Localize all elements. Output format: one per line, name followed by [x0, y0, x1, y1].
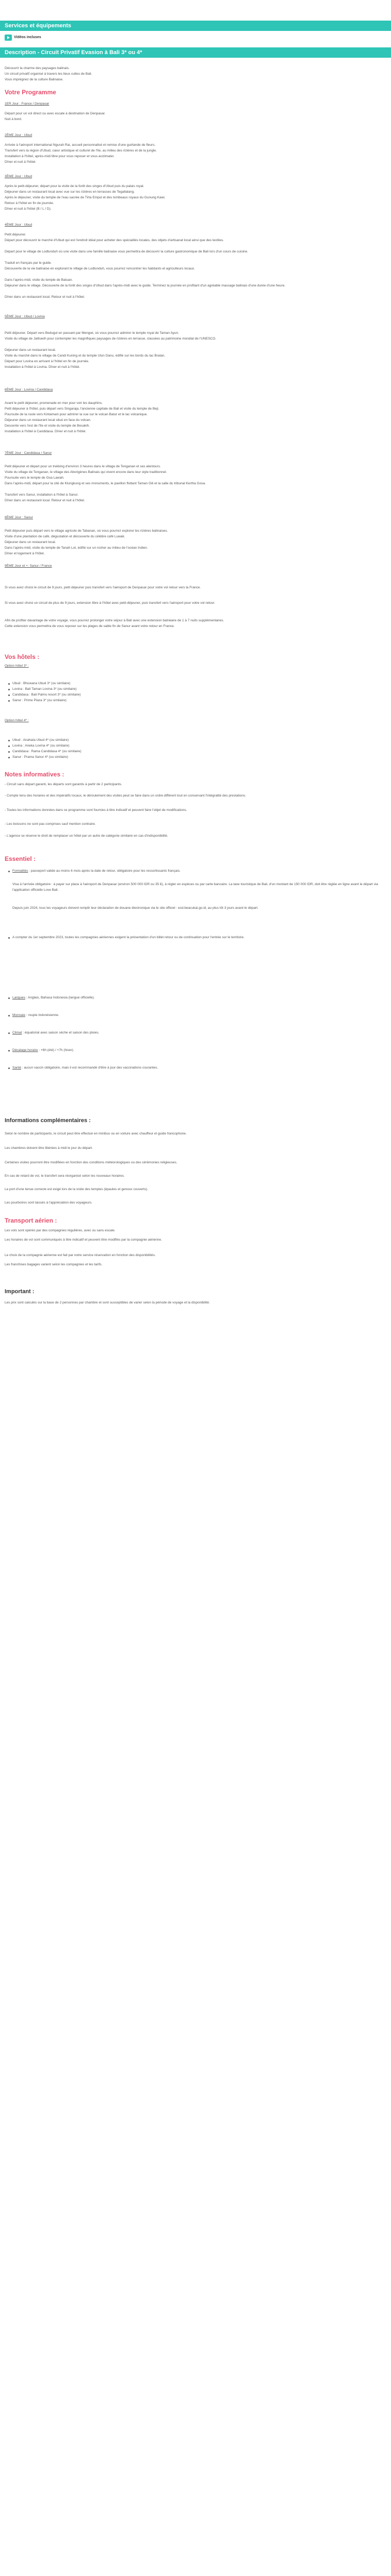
essential-text: : aucun vaccin obligatoire, mais il est recommandé d'être à jour des vaccinations courantes. — [22, 1066, 158, 1070]
bullet-dot — [8, 1050, 10, 1052]
day-line: Découverte de la vie balinaise en explorant le village de Lodtunduh, vous pourrez rencontrer les habitants et agriculteurs locaux. — [5, 267, 195, 270]
day-line: Installation à l'hôtel à Lovina. Dîner et nuit à l'hôtel. — [5, 365, 80, 369]
day-line: Départ pour le village de Lodtunduh où une visite dans une famille balinaise vous permettra de découvrir la culture gastronomique de Bali lors d'un cours de cuisine. — [5, 250, 249, 253]
closing-line: Si vous avez choisi le circuit de 9 jours, petit déjeuner puis transfert vers l'aéroport de Denpasar pour votre vol retour vers la France. — [5, 586, 201, 589]
day-line: Déjeuner dans un restaurant local situé en face du volcan. — [5, 418, 91, 422]
hotel-option-label: Option hôtel 3* : — [5, 664, 29, 668]
essential-item — [12, 935, 384, 941]
day-line: Visite du marché dans le village de Candi Kuning et du temple Ulun Danu, édifié sur les bords du lac Bratan. — [5, 354, 166, 358]
info-para: Le port d'une tenue correcte est exigé lors de la visite des temples (épaules et genoux couverts). — [5, 1188, 149, 1191]
info-para: Certaines visites pourront être modifiées en fonction des conditions météorologiques ou des cérémonies religieuses. — [5, 1161, 177, 1164]
day-line: Avant le petit déjeuner, promenade en mer pour voir les dauphins. — [5, 401, 103, 405]
essential-text: : roupie indonésienne. — [26, 1013, 59, 1017]
essential-item — [12, 995, 384, 1001]
services-title: Services et équipements — [5, 23, 72, 29]
essential-label: Climat — [12, 1031, 22, 1035]
day-line: Visite du village de Tenganan, le village des Aborigènes Balinais qui vivent encore dans leur style traditionnel. — [5, 470, 167, 474]
programme-title: Votre Programme — [5, 89, 56, 96]
hotel-item: Candidasa : Rama Candidasa 4* (ou similaire) — [12, 750, 82, 753]
info-para: Les pourboires sont laissés à l'appréciation des voyageurs. — [5, 1201, 92, 1205]
bullet-dot — [8, 740, 10, 741]
closing-line: Cette extension vous permettra de vous reposer sur les plages de sable fin de Sanur avant votre retour en France. — [5, 624, 175, 628]
bullet-dot — [8, 937, 10, 939]
note-para: - Circuit sans départ garanti, les départs sont garantis à partir de 2 participants. — [5, 783, 122, 786]
info-para: Selon le nombre de participants, le circuit peut être effectué en minibus ou en voiture avec chauffeur et guide francophone. — [5, 1132, 187, 1136]
hotel-item: Candidasa : Bali Palms resort 3* (ou similaire) — [12, 693, 81, 697]
day-title: 7ÈME Jour : Candidasa / Sanur — [5, 451, 52, 455]
videos-label: Vidéos incluses — [14, 36, 41, 39]
description-header-bar — [0, 47, 391, 58]
essential-text: Depuis juin 2024, tous les voyageurs doivent remplir leur déclaration de douane électronique via le site officiel : ecd.beacukai.go.id, au plus tôt 3 jours avant le départ. — [12, 906, 258, 910]
intro-line: Découvrir la charme des paysages balinais. — [5, 66, 70, 70]
essential-item — [12, 1030, 384, 1036]
day-line: Petit déjeuner et départ pour un trekking d'environ 3 heures dans le village de Tenganan et ses alentours. — [5, 465, 161, 468]
day-line: Départ pour Lovina en arrivant à l'hôtel en fin de journée. — [5, 360, 89, 363]
day-line: Dans l'après-midi, départ pour la cité de Klungkung et ses monuments, le pavillon flottant Taman Gili et la salle du tribunal Kertha Gosa. — [5, 482, 206, 485]
bullet-dot — [8, 700, 10, 702]
important-title: Important : — [5, 1289, 35, 1295]
essential-label: Langues — [12, 996, 25, 999]
air-transport-title: Transport aérien : — [5, 1217, 57, 1224]
transport-para: Le choix de la compagnie aérienne est fait par notre service réservation en fonction des disponibilités. — [5, 1253, 156, 1257]
description-title: Description - Circuit Privatif Evasion à Bali 3* ou 4* — [5, 49, 142, 56]
bullet-dot — [8, 689, 10, 690]
day-line: Dîner dans un restaurant local. Retour et nuit à l'hôtel. — [5, 295, 85, 299]
notes-title: Notes informatives : — [5, 771, 64, 778]
day-line: Départ pour un vol direct ou avec escale à destination de Denpasar. — [5, 112, 106, 115]
essential-item — [12, 882, 384, 893]
hotel-item: Lovina : Aneka Lovina 4* (ou similaire) — [12, 744, 70, 748]
day-line: Après le petit-déjeuner, départ pour la visite de la forêt des singes d'Ubud puis du palais royal. — [5, 184, 144, 188]
info-para: En cas de retard de vol, le transfert sera réorganisé selon les nouveaux horaires. — [5, 1174, 125, 1178]
services-header-bar — [0, 21, 391, 31]
day-line: Visite d'une plantation de café, dégustation et découverte du célèbre café Luwak. — [5, 535, 125, 538]
note-para: - Les boissons ne sont pas comprises sauf mention contraire. — [5, 822, 96, 826]
transport-para: Les horaires de vol sont communiqués à titre indicatif et peuvent être modifiés par la compagnie aérienne. — [5, 1238, 162, 1242]
day-line: Poursuite vers le temple de Goa Lawah. — [5, 476, 64, 480]
note-para: - Compte tenu des horaires et des impératifs locaux, le déroulement des visites peut se faire dans un ordre différent tout en conservant l'intégralité des prestations. — [5, 794, 246, 798]
note-para: - Toutes les informations données dans ce programme sont fournies à titre indicatif et peuvent faire l'objet de modifications. — [5, 808, 187, 812]
hotel-item: Ubud : Bhuwana Ubud 3* (ou similaire) — [12, 682, 71, 685]
essential-text: Visa à l'arrivée obligatoire : à payer sur place à l'aéroport de Denpasar (environ 500 000 IDR ou 35 €), à régler en espèces ou par carte bancaire. La taxe touristique de Bali, d'un montant de 150 000 IDR, doit être réglée en ligne avant le départ via l'application officielle Love Bali. — [12, 883, 378, 892]
bullet-dot — [8, 871, 10, 872]
day-line: Dans l'après-midi, visite du temple de Tanah Lot, édifié sur un rocher au milieu de l'océan Indien. — [5, 546, 148, 550]
day-line: Petit déjeuner. — [5, 233, 26, 236]
essential-item — [12, 869, 384, 874]
bullet-dot — [8, 1032, 10, 1034]
essential-text: : Anglais, Bahasa Indonesia (langue officielle). — [26, 996, 95, 999]
bullet-dot — [8, 1067, 10, 1069]
closing-line: Afin de profiter davantage de votre voyage, vous pourrez prolonger votre séjour à Bali avec une extension balnéaire de 1 à 7 nuits supplémentaires. — [5, 619, 224, 622]
day-line: Dîner et nuit à l'hôtel (B / L / D). — [5, 207, 52, 211]
day-line: Petit déjeuner puis départ vers le village agricole de Tabanan, où vous pourrez explorer les rizières balinaises. — [5, 529, 168, 533]
essential-text: : équatorial avec saison sèche et saison des pluies. — [23, 1031, 100, 1035]
day-line: Déjeuner dans le village. Découverte de la forêt des singes d'Ubud dans l'après-midi avec le guide. Terminez la journée en profitant d'un agréable massage balinais d'une durée d'une heure. — [5, 284, 286, 287]
day-line: Descente vers l'est de l'île et visite du temple de Besakih. — [5, 424, 90, 428]
intro-line: Un circuit privatif organisé à travers les lieux cultes de Bali. — [5, 72, 92, 76]
hotel-item: Sanur : Prime Plaza 3* (ou similaire) — [12, 699, 67, 702]
bullet-dot — [8, 745, 10, 747]
essential-item — [12, 1048, 384, 1054]
day-title: 2ÈME Jour : Ubud — [5, 133, 32, 137]
essential-item — [12, 906, 384, 911]
hotel-item: Lovina : Bali Taman Lovina 3* (ou similaire) — [12, 687, 77, 691]
day-line: Déjeuner dans un restaurant local. — [5, 348, 56, 352]
day-title: 3ÈME Jour : Ubud — [5, 175, 32, 178]
essential-label: Monnaie — [12, 1013, 25, 1017]
day-title: 1ER Jour : France / Denpasar — [5, 102, 50, 106]
day-line: Traduit en français par le guide. — [5, 261, 52, 265]
bullet-dot — [8, 694, 10, 696]
day-title: 5ÈME Jour : Ubud / Lovina — [5, 315, 45, 318]
day-line: Installation à l'hôtel à Candidasa. Dîner et nuit à l'hôtel. — [5, 430, 87, 433]
day-line: Poursuite de la route vers Kintamani pour admirer la vue sur le volcan Batur et le lac volcanique. — [5, 413, 148, 416]
day-line: Dîner dans un restaurant local. Retour et nuit à l'hôtel. — [5, 499, 85, 502]
day-line: Installation à l'hôtel, après-midi libre pour vous reposer et vous acclimater. — [5, 155, 115, 158]
intro-line: Vous imprégnez de la culture Balinaise. — [5, 78, 63, 81]
transport-para: Les vols sont opérés par des compagnies régulières, avec ou sans escale. — [5, 1229, 116, 1232]
essential-text: : passeport valide au moins 6 mois après la date de retour, obligatoire pour les ressortissants français. — [29, 869, 181, 873]
essential-label: Décalage horaire — [12, 1048, 38, 1052]
essentials-title: Essentiel : — [5, 855, 36, 862]
day-line: Visite du village de Jatiluwih pour contempler les magnifiques paysages de rizières en terrasse, classées au patrimoine mondial de l'UNESCO. — [5, 337, 217, 341]
day-line: Déjeuner dans un restaurant local avec vue sur les rizières en terrasses de Tegallalang. — [5, 190, 135, 194]
bullet-dot — [8, 997, 10, 999]
bullet-dot — [8, 1015, 10, 1016]
bullet-dot — [8, 751, 10, 753]
closing-line: Si vous avez choisi un circuit de plus de 9 jours, extension libre à l'hôtel avec petit-déjeuner, puis transfert vers l'aéroport pour votre vol retour. — [5, 601, 215, 605]
additional-info-title: Informations complémentaires : — [5, 1117, 91, 1124]
day-line: Transfert vers la région d'Ubud, cœur artistique et culturel de l'île, au milieu des rizières et de la jungle. — [5, 149, 157, 152]
day-line: Déjeuner dans un restaurant local. — [5, 540, 56, 544]
essential-label: Santé — [12, 1066, 21, 1070]
day-line: Nuit à bord. — [5, 117, 22, 121]
day-line: Après le déjeuner, visite du temple de l'eau sacrée de Tirta Empul et des tombeaux royaux du Gunung Kawi. — [5, 196, 166, 199]
essential-text: : +6h (été) / +7h (hiver). — [39, 1048, 74, 1052]
top-spacer — [0, 0, 391, 21]
day-line: Dîner et nuit à l'hôtel. — [5, 160, 37, 164]
day-line: Petit déjeuner à l'hôtel, puis départ vers Singaraja, l'ancienne capitale de Bali et visite du temple de Beji. — [5, 407, 159, 411]
info-para: Les chambres doivent être libérées à midi le jour du départ. — [5, 1146, 93, 1150]
day-line: Petit déjeuner. Départ vers Bedugul en passant par Mengwi, où vous pourrez admirer le temple royal de Taman Ayun. — [5, 331, 179, 335]
day-title: 4ÈME Jour : Ubud — [5, 223, 32, 227]
note-para: - L'agence se réserve le droit de remplacer un hôtel par un autre de catégorie similaire en cas d'indisponibilité. — [5, 834, 168, 838]
hotel-option-label: Option hôtel 4* : — [5, 719, 29, 722]
day-line: Dîner et logement à l'hôtel. — [5, 552, 45, 555]
hotel-item: Sanur : Prama Sanur 4* (ou similaire) — [12, 755, 69, 759]
essential-label: Formalités — [12, 869, 28, 873]
day-title: 8ÈME Jour : Sanur — [5, 516, 33, 519]
essential-item — [12, 1013, 384, 1019]
day-title: 6ÈME Jour : Lovina / Candidasa — [5, 388, 53, 392]
day-line: Arrivée à l'aéroport international Ngurah Rai, accueil personnalisé et remise d'une guirlande de fleurs. — [5, 143, 156, 147]
bullet-dot — [8, 757, 10, 758]
essential-item — [12, 1065, 384, 1071]
day-line: Départ pour découvrir le marché d'Ubud qui est l'endroit idéal pour acheter des spécialités locales, des objets d'artisanat local ainsi que des textiles. — [5, 239, 224, 242]
day-line: Transfert vers Sanur, installation à l'hôtel à Sanur. — [5, 493, 78, 497]
day-title: 9ÈME Jour et +: Sanur / France — [5, 564, 52, 568]
essential-text: A compter du 1er septembre 2023, toutes les compagnies aériennes exigent la présentation d'un billet retour ou de continuation pour l'entrée sur le territoire. — [12, 936, 245, 939]
important-para: Les prix sont calculés sur la base de 2 personnes par chambre et sont susceptibles de varier selon la période de voyage et la disponibilité. — [5, 1301, 210, 1304]
day-line: Dans l'après-midi, visite du temple de Batuan. — [5, 278, 73, 282]
hotels-title: Vos hôtels : — [5, 653, 40, 660]
video-icon — [5, 35, 12, 41]
day-line: Retour à l'hôtel en fin de journée. — [5, 201, 54, 205]
transport-para: Les franchises bagages varient selon les compagnies et les tarifs. — [5, 1263, 103, 1266]
bullet-dot — [8, 683, 10, 685]
hotel-item: Ubud : Anahata Ubud 4* (ou similaire) — [12, 738, 69, 742]
